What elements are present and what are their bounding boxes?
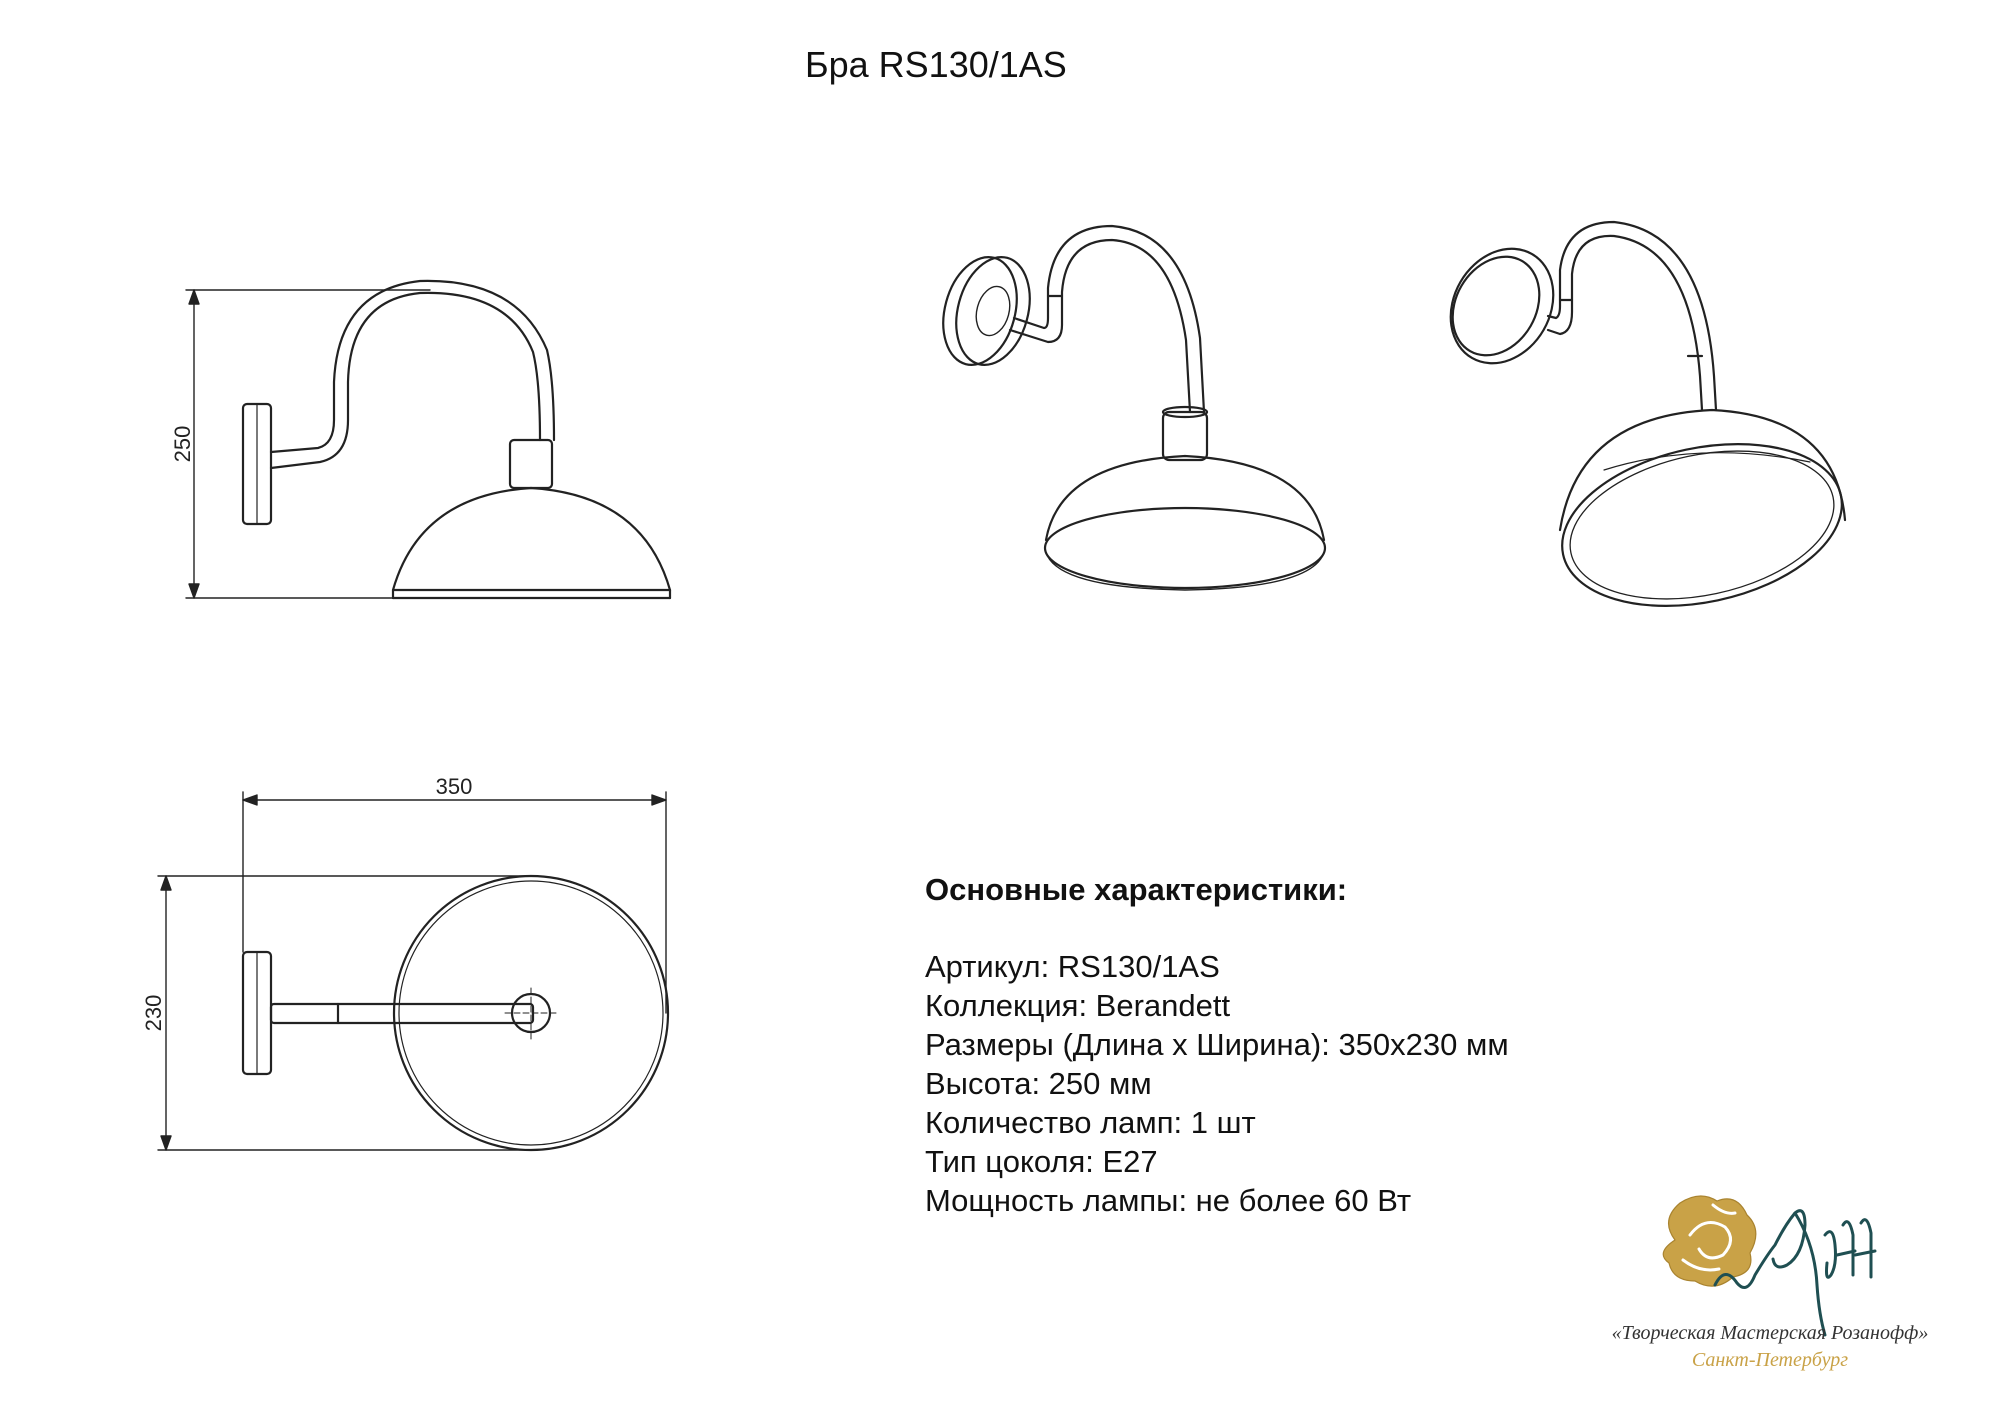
p2-wall-plate-front (1435, 241, 1556, 371)
side-arm-outer (271, 293, 540, 468)
spec-height: Высота: 250 мм (925, 1066, 1152, 1101)
top-view (141, 774, 668, 1150)
width-dimension (158, 876, 531, 1150)
specs-heading: Основные характеристики: (925, 872, 1348, 907)
company-city: Санкт-Петербург (1691, 1349, 1849, 1371)
p1-socket (1163, 412, 1207, 460)
top-arm (271, 1004, 533, 1023)
p1-shade-rim (1045, 508, 1325, 588)
p2-wall-plate-back (1430, 230, 1573, 382)
spec-lamp-count: Количество ламп: 1 шт (925, 1105, 1256, 1140)
p2-shade (1560, 410, 1845, 530)
spec-dimensions: Размеры (Длина x Ширина): 350x230 мм (925, 1027, 1509, 1062)
top-shade-inner (399, 881, 663, 1145)
side-socket (510, 440, 552, 488)
width-dimension-label: 230 (141, 994, 166, 1032)
height-dimension (186, 290, 430, 598)
height-dimension-label: 250 (170, 425, 195, 463)
p1-shade (1046, 456, 1324, 540)
spec-collection: Коллекция: Berandett (925, 988, 1231, 1023)
perspective-view-angled (1430, 222, 1856, 630)
rose-logo-icon (1663, 1196, 1875, 1335)
p1-arm-inner (1014, 226, 1204, 412)
page-title: Бра RS130/1AS (805, 44, 1067, 85)
company-name: «Творческая Мастерская Розанофф» (1611, 1322, 1929, 1344)
logo-caption (1560, 1322, 1980, 1372)
side-shade (393, 488, 670, 590)
spec-socket-type: Тип цоколя: E27 (925, 1144, 1158, 1179)
p2-arm-outer (1548, 236, 1702, 410)
p2-shade-inner (1556, 429, 1847, 622)
perspective-view-front (932, 226, 1325, 590)
side-arm-inner (271, 281, 554, 452)
spec-article: Артикул: RS130/1AS (925, 949, 1220, 984)
length-dimension-label: 350 (435, 774, 473, 799)
specifications (925, 870, 1509, 1220)
top-shade-outer (394, 876, 668, 1150)
p2-shade-rim (1547, 420, 1857, 630)
spec-lamp-power: Мощность лампы: не более 60 Вт (925, 1183, 1412, 1218)
side-view (170, 281, 670, 598)
